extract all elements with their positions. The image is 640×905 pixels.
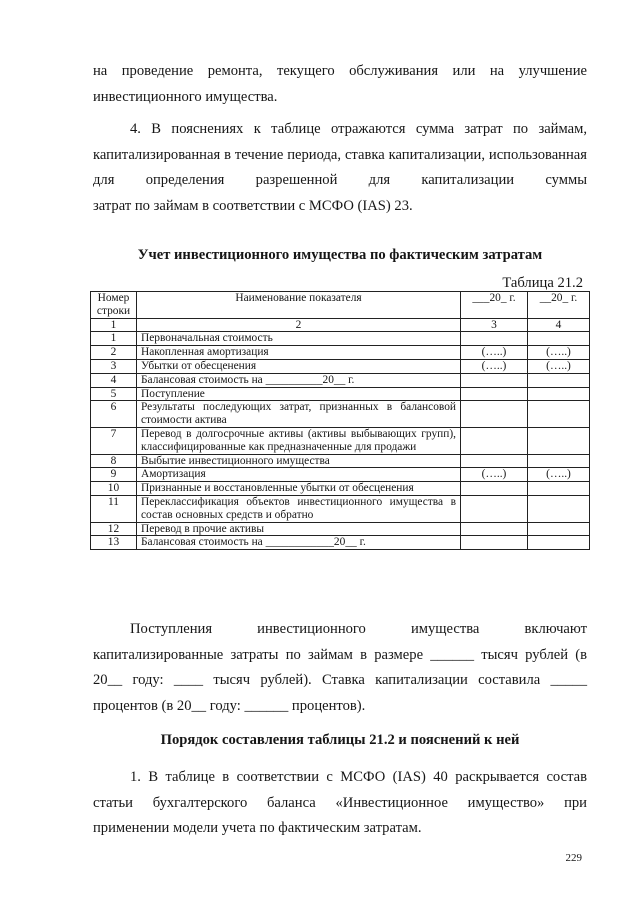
after-line-4: процентов (в 20__ году: ______ процентов). bbox=[93, 697, 366, 714]
section-paragraph bbox=[93, 765, 587, 842]
p4-line-4: затрат по займам в соответствии с МСФО (IAS) 23. bbox=[93, 197, 413, 214]
table-title: Учет инвестиционного имущества по фактическим затратам bbox=[137, 247, 543, 263]
year-2-value-cell: (…..) bbox=[528, 346, 590, 360]
row-number-cell: 8 bbox=[91, 454, 137, 468]
table-row bbox=[91, 468, 590, 482]
year-2-value-cell bbox=[528, 332, 590, 346]
indicator-name-cell: Первоначальная стоимость bbox=[137, 332, 461, 346]
year-1-value-cell bbox=[461, 332, 528, 346]
table-index-row bbox=[91, 318, 590, 332]
indicator-name-cell: Балансовая стоимость на ____________20__ г. bbox=[137, 536, 461, 550]
year-1-value-cell: (…..) bbox=[461, 346, 528, 360]
investment-property-table bbox=[90, 291, 590, 550]
row-number-cell: 13 bbox=[91, 536, 137, 550]
table-header-row bbox=[91, 292, 590, 319]
indicator-name-cell: Убытки от обесценения bbox=[137, 359, 461, 373]
year-1-value-cell bbox=[461, 427, 528, 454]
indicator-name-cell: Накопленная амортизация bbox=[137, 346, 461, 360]
table-row bbox=[91, 332, 590, 346]
intro-paragraph bbox=[93, 59, 587, 110]
row-number-cell: 5 bbox=[91, 387, 137, 401]
year-2-value-cell bbox=[528, 522, 590, 536]
page-number: 229 bbox=[565, 852, 582, 864]
index-cell-4: 4 bbox=[528, 318, 590, 332]
year-1-value-cell bbox=[461, 387, 528, 401]
table-row bbox=[91, 401, 590, 428]
table-row bbox=[91, 359, 590, 373]
after-line-3: (в 20__ году: ____ тысяч рублей). Ставка капитализации составила _____ bbox=[93, 646, 587, 689]
table-row bbox=[91, 495, 590, 522]
table-body bbox=[91, 332, 590, 550]
indicator-name-cell: Результаты последующих затрат, признанных в балансовой стоимости актива bbox=[137, 401, 461, 428]
year-1-value-cell bbox=[461, 401, 528, 428]
intro-line-2: инвестиционного имущества. bbox=[93, 88, 278, 105]
header-indicator-name: Наименование показателя bbox=[137, 292, 461, 319]
indicator-name-cell: Амортизация bbox=[137, 468, 461, 482]
header-year-1: ___20_ г. bbox=[461, 292, 528, 319]
indicator-name-cell: Поступление bbox=[137, 387, 461, 401]
year-1-value-cell: (…..) bbox=[461, 359, 528, 373]
section-line-2: статьи бухгалтерского баланса «Инвестиционное имущество» при bbox=[93, 794, 587, 811]
paragraph-4 bbox=[93, 117, 587, 219]
year-1-value-cell bbox=[461, 482, 528, 496]
row-number-cell: 4 bbox=[91, 373, 137, 387]
after-line-1: Поступления инвестиционного имущества включают bbox=[130, 621, 587, 637]
indicator-name-cell: Перевод в долгосрочные активы (активы выбывающих групп), классифицированные как предназначенные для продажи bbox=[137, 427, 461, 454]
row-number-cell: 1 bbox=[91, 332, 137, 346]
index-cell-3: 3 bbox=[461, 318, 528, 332]
year-1-value-cell bbox=[461, 522, 528, 536]
row-number-cell: 9 bbox=[91, 468, 137, 482]
index-cell-1: 1 bbox=[91, 318, 137, 332]
row-number-cell: 7 bbox=[91, 427, 137, 454]
year-1-value-cell bbox=[461, 495, 528, 522]
after-table-paragraph bbox=[93, 617, 587, 719]
year-2-value-cell bbox=[528, 482, 590, 496]
intro-line-1: на проведение ремонта, текущего обслуживания или на улучшение bbox=[93, 63, 587, 79]
row-number-cell: 3 bbox=[91, 359, 137, 373]
row-number-cell: 6 bbox=[91, 401, 137, 428]
year-2-value-cell bbox=[528, 387, 590, 401]
section-line-1: 1. В таблице в соответствии с МСФО (IAS) 40 раскрывается состав bbox=[130, 769, 587, 785]
row-number-cell: 2 bbox=[91, 346, 137, 360]
table-row bbox=[91, 454, 590, 468]
table-row bbox=[91, 427, 590, 454]
section-line-3: применении модели учета по фактическим затратам. bbox=[93, 820, 422, 837]
p4-line-1: 4. В пояснениях к таблице отражаются сумма затрат по займам, bbox=[130, 121, 587, 137]
year-1-value-cell: (…..) bbox=[461, 468, 528, 482]
year-1-value-cell bbox=[461, 454, 528, 468]
year-1-value-cell bbox=[461, 536, 528, 550]
year-2-value-cell bbox=[528, 536, 590, 550]
year-2-value-cell bbox=[528, 427, 590, 454]
table-row bbox=[91, 346, 590, 360]
header-year-2: __20_ г. bbox=[528, 292, 590, 319]
indicator-name-cell: Выбытие инвестиционного имущества bbox=[137, 454, 461, 468]
year-2-value-cell: (…..) bbox=[528, 359, 590, 373]
section-heading: Порядок составления таблицы 21.2 и пояснений к ней bbox=[160, 732, 520, 748]
row-number-cell: 11 bbox=[91, 495, 137, 522]
indicator-name-cell: Признанные и восстановленные убытки от обесценения bbox=[137, 482, 461, 496]
year-1-value-cell bbox=[461, 373, 528, 387]
p4-line-2: капитализированная в течение периода, ставка капитализации, bbox=[93, 146, 485, 163]
table-row bbox=[91, 522, 590, 536]
row-number-cell: 12 bbox=[91, 522, 137, 536]
header-row-number: Номер строки bbox=[91, 292, 137, 319]
table-row bbox=[91, 373, 590, 387]
indicator-name-cell: Перевод в прочие активы bbox=[137, 522, 461, 536]
year-2-value-cell bbox=[528, 454, 590, 468]
table-row bbox=[91, 387, 590, 401]
indicator-name-cell: Балансовая стоимость на __________20__ г. bbox=[137, 373, 461, 387]
year-2-value-cell bbox=[528, 401, 590, 428]
table-caption: Таблица 21.2 bbox=[502, 275, 583, 291]
table-row bbox=[91, 536, 590, 550]
row-number-cell: 10 bbox=[91, 482, 137, 496]
year-2-value-cell bbox=[528, 373, 590, 387]
table-row bbox=[91, 482, 590, 496]
after-line-2: капитализированные затраты по займам в размере ______ тысяч рублей bbox=[93, 646, 569, 663]
index-cell-2: 2 bbox=[137, 318, 461, 332]
year-2-value-cell: (…..) bbox=[528, 468, 590, 482]
year-2-value-cell bbox=[528, 495, 590, 522]
p4-line-3: использованная для определения разрешенной для капитализации суммы bbox=[93, 146, 587, 189]
indicator-name-cell: Переклассификация объектов инвестиционного имущества в состав основных средств и обратно bbox=[137, 495, 461, 522]
